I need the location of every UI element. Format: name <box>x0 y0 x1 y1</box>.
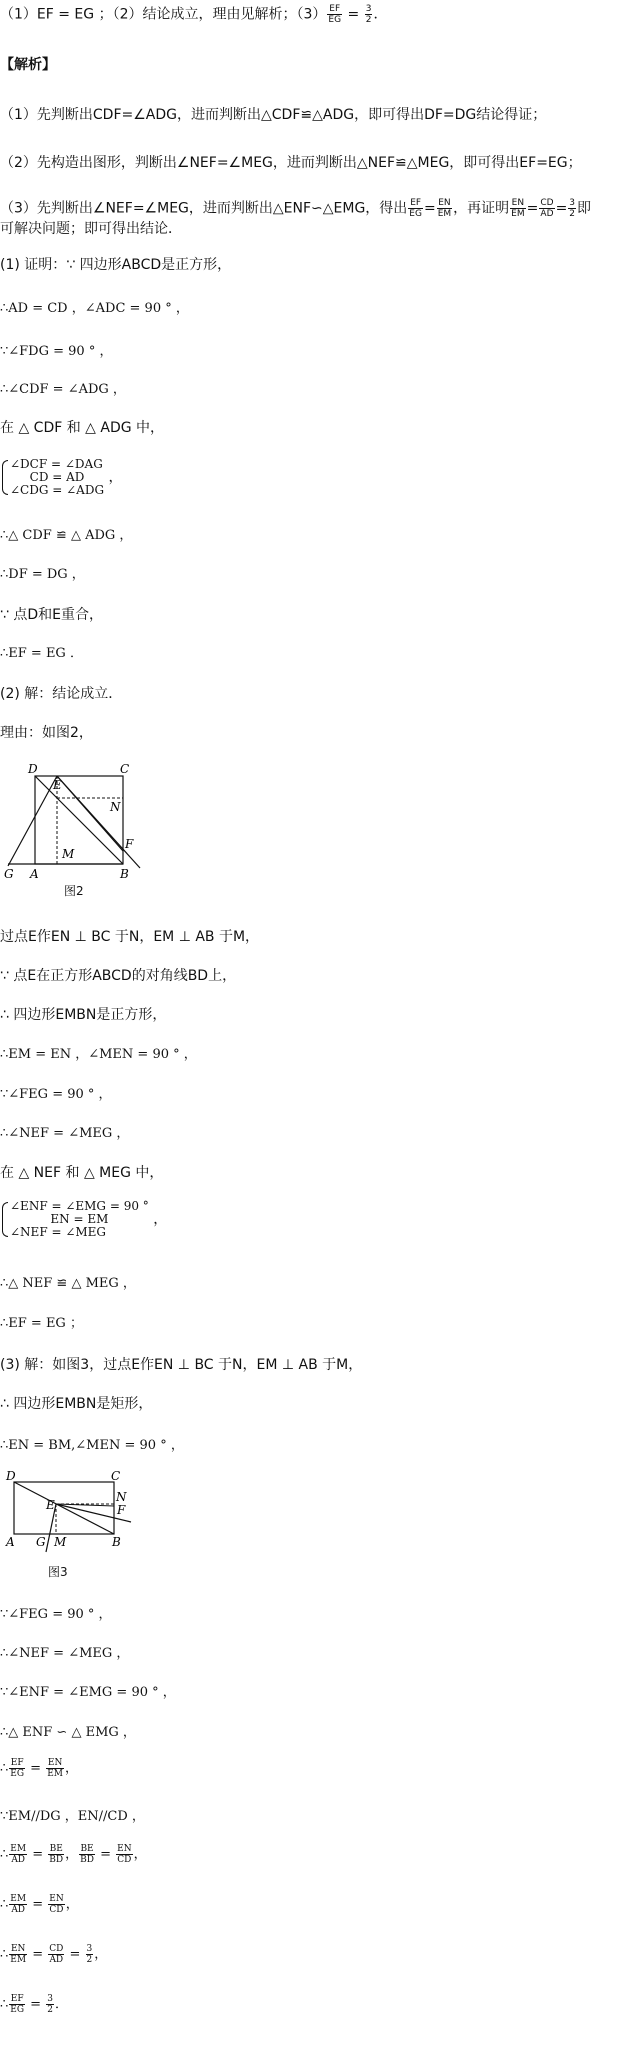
p1-line-2: ∴AD = CD ，∠ADC = 90 ° ， <box>0 301 189 316</box>
label-e: E <box>46 1498 55 1512</box>
p3-line-5: ∴∠NEF = ∠MEG ， <box>0 1646 130 1661</box>
p2-line-8: ∴∠NEF = ∠MEG ， <box>0 1126 130 1141</box>
analysis-part-3-cont: 可解决问题；即可得出结论． <box>0 221 182 237</box>
p2-system: ∠ENF = ∠EMG = 90 ° EN = EM ∠NEF = ∠MEG ， <box>0 1200 630 1248</box>
label-f: F <box>117 1503 126 1517</box>
figure-3-diagram <box>0 1470 140 1570</box>
p1-line-5: 在 △ CDF 和 △ ADG 中， <box>0 420 165 436</box>
p2-line-11: ∴EF = EG ； <box>0 1316 83 1331</box>
equation-system: ∠ENF = ∠EMG = 90 ° EN = EM ∠NEF = ∠MEG <box>0 1200 149 1239</box>
label-f: F <box>125 837 134 851</box>
p2-line-7: ∵∠FEG = 90 ° ， <box>0 1087 112 1102</box>
fraction: $\frac{EF}{EG}$ <box>328 4 342 25</box>
p2-line-4: ∵ 点E在正方形ABCD的对角线BD上， <box>0 968 237 984</box>
diagonal-bd <box>35 776 123 864</box>
p1-line-6: ∴△ CDF ≌ △ ADG ， <box>0 528 133 543</box>
label-a: A <box>6 1535 15 1549</box>
p1-line-3: ∵∠FDG = 90 ° ， <box>0 344 113 359</box>
p1-system: ∠DCF = ∠DAG CD = AD ∠CDG = ∠ADG ， <box>0 458 630 502</box>
equation-system: ∠DCF = ∠DAG CD = AD ∠CDG = ∠ADG <box>0 458 104 497</box>
p1-line-1: (1) 证明：∵ 四边形ABCD是正方形， <box>0 257 232 273</box>
label-b: B <box>112 1535 121 1549</box>
label-g: G <box>4 867 14 881</box>
fraction: $\frac{3}{2}$ <box>365 4 372 25</box>
p3-line-1: (3) 解：如图3，过点E作EN ⊥ BC 于N，EM ⊥ AB 于M， <box>0 1357 363 1373</box>
p3-line-9: ∵EM//DG ，EN//CD ， <box>0 1809 145 1824</box>
p2-line-10: ∴△ NEF ≌ △ MEG ， <box>0 1276 136 1291</box>
p1-line-8: ∵ 点D和E重合， <box>0 607 103 623</box>
answer-line: （1）EF = EG ；（2）结论成立，理由见解析；（3） $\frac{EF}{EG}$ = $\frac{3}{2}$ ． <box>0 4 388 25</box>
p2-line-1: (2) 解：结论成立． <box>0 686 123 702</box>
p2-line-3: 过点E作EN ⊥ BC 于N，EM ⊥ AB 于M， <box>0 929 260 945</box>
diagonal-bd <box>14 1482 114 1534</box>
figure-3-caption: 图3 <box>48 1565 68 1579</box>
p3-line-10: ∴ $\frac{EM}{AD}$ = $\frac{BE}{BD}$ ， $\frac{BE}{BD}$ = $\frac{EN}{CD}$ ， <box>0 1844 147 1865</box>
p1-line-7: ∴DF = DG ， <box>0 567 85 582</box>
label-m: M <box>54 1535 67 1549</box>
label-e: E <box>53 778 62 792</box>
label-n: N <box>110 800 121 814</box>
figure-3 <box>0 1470 140 1570</box>
p3-line-4: ∵∠FEG = 90 ° ， <box>0 1607 112 1622</box>
label-d: D <box>6 1470 16 1483</box>
p2-line-9: 在 △ NEF 和 △ MEG 中， <box>0 1165 164 1181</box>
p3-line-8: ∴ $\frac{EF}{EG}$ = $\frac{EN}{EM}$ ， <box>0 1758 79 1779</box>
analysis-part-3: （3）先判断出∠NEF=∠MEG，进而判断出△ENF∽△EMG，得出 $\frac{EF}{EG}$ = $\frac{EN}{EM}$ ，再证明 $\frac{EN}{EM}$ = $\frac{CD}{AD}$ = $\frac{3}{2}$ 即 <box>0 198 592 219</box>
p3-line-6: ∵∠ENF = ∠EMG = 90 ° ， <box>0 1685 176 1700</box>
p3-line-3: ∴EN = BM,∠MEN = 90 ° ， <box>0 1438 184 1453</box>
label-a: A <box>30 867 39 881</box>
segment-eg <box>8 776 57 866</box>
analysis-part-2: （2）先构造出图形，判断出∠NEF=∠MEG，进而判断出△NEF≌△MEG，即可得出EF=EG； <box>0 155 582 171</box>
p3-line-11: ∴ $\frac{EM}{AD}$ = $\frac{EN}{CD}$ ， <box>0 1894 79 1915</box>
p2-line-6: ∴EM = EN ，∠MEN = 90 ° ， <box>0 1047 197 1062</box>
p1-line-9: ∴EF = EG ． <box>0 646 83 661</box>
analysis-part-1: （1）先判断出CDF=∠ADG，进而判断出△CDF≌△ADG，即可得出DF=DG结论得证； <box>0 107 547 123</box>
answer-text: （1）EF = EG ；（2）结论成立，理由见解析；（3） <box>0 6 327 23</box>
figure-2-diagram <box>0 762 150 892</box>
label-g: G <box>36 1535 46 1549</box>
p1-line-4: ∴∠CDF = ∠ADG ， <box>0 382 126 397</box>
p3-line-13: ∴ $\frac{EF}{EG}$ = $\frac{3}{2}$ ． <box>0 1994 68 2015</box>
figure-2-caption: 图2 <box>64 884 84 898</box>
p2-line-5: ∴ 四边形EMBN是正方形， <box>0 1007 167 1023</box>
p3-line-12: ∴ $\frac{EN}{EM}$ = $\frac{CD}{AD}$ = $\frac{3}{2}$ ， <box>0 1944 108 1965</box>
p3-line-2: ∴ 四边形EMBN是矩形， <box>0 1396 153 1412</box>
p3-line-7: ∴△ ENF ∽ △ EMG ， <box>0 1725 136 1740</box>
label-c: C <box>120 762 130 776</box>
figure-2 <box>0 762 150 892</box>
label-b: B <box>120 867 129 881</box>
analysis-header: 【解析】 <box>0 57 56 73</box>
label-c: C <box>111 1470 121 1483</box>
label-d: D <box>28 762 38 776</box>
p2-line-2: 理由：如图2， <box>0 725 93 741</box>
label-m: M <box>62 847 75 861</box>
label-n: N <box>116 1490 127 1504</box>
